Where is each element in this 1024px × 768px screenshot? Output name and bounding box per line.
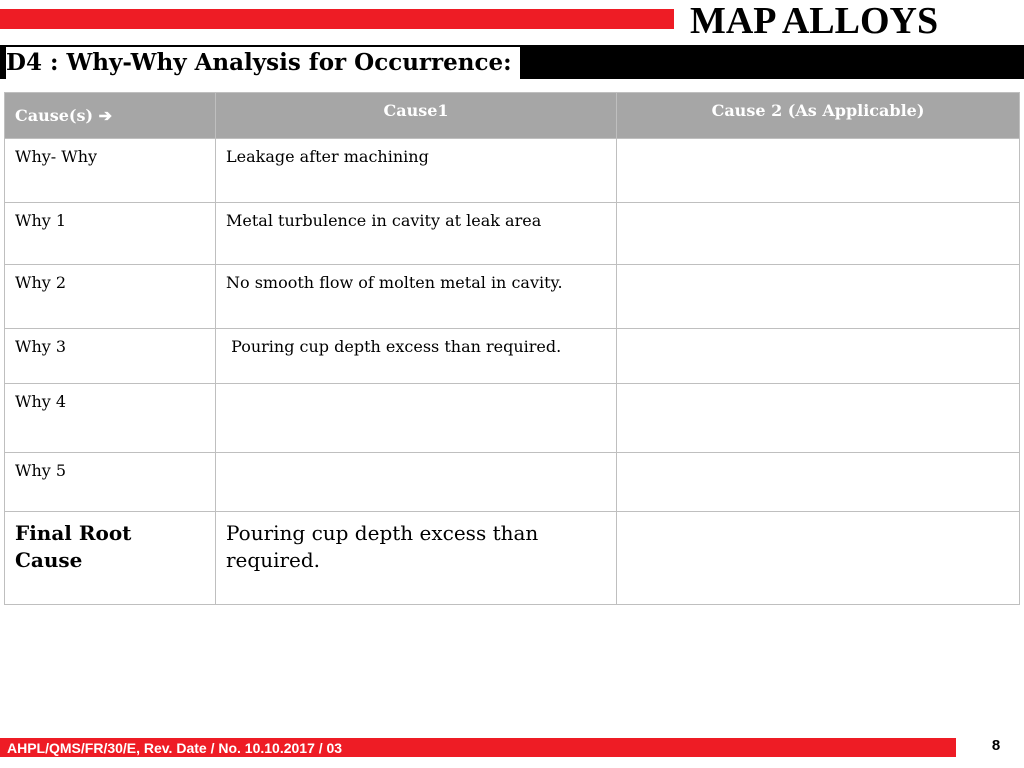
cause2-cell	[617, 139, 1020, 203]
final-root-cause-row	[5, 512, 1020, 605]
row-label: Final Root Cause	[5, 512, 216, 605]
table-row	[5, 384, 1020, 453]
cause1-cell: No smooth flow of molten metal in cavity.	[216, 265, 617, 329]
table-row	[5, 329, 1020, 384]
column-header-causes: Cause(s) ➔	[5, 93, 216, 139]
cause1-cell: Pouring cup depth excess than required.	[216, 329, 617, 384]
cause1-cell: Pouring cup depth excess than required.	[216, 512, 617, 605]
column-header-cause1: Cause1	[216, 93, 617, 139]
page-number: 8	[991, 737, 1001, 754]
cause1-cell	[216, 384, 617, 453]
cause2-cell	[617, 453, 1020, 512]
row-label: Why 2	[5, 265, 216, 329]
cause2-cell	[617, 203, 1020, 265]
row-label: Why 3	[5, 329, 216, 384]
row-label: Why 4	[5, 384, 216, 453]
cause1-cell: Metal turbulence in cavity at leak area	[216, 203, 617, 265]
cause1-cell	[216, 453, 617, 512]
row-label: Why- Why	[5, 139, 216, 203]
footer-doc-reference: AHPL/QMS/FR/30/E, Rev. Date / No. 10.10.2017 / 03	[7, 740, 343, 756]
cause1-cell: Leakage after machining	[216, 139, 617, 203]
table-row	[5, 139, 1020, 203]
table-row	[5, 265, 1020, 329]
row-label: Why 1	[5, 203, 216, 265]
top-accent-bar	[0, 9, 674, 29]
cause2-cell	[617, 329, 1020, 384]
row-label: Why 5	[5, 453, 216, 512]
table-row	[5, 203, 1020, 265]
table-header-row	[5, 93, 1020, 139]
table-row	[5, 453, 1020, 512]
column-header-cause2: Cause 2 (As Applicable)	[617, 93, 1020, 139]
brand-logo-text: MAP ALLOYS	[690, 0, 939, 42]
page-title: D4 : Why-Why Analysis for Occurrence:	[6, 47, 520, 79]
why-why-table	[4, 92, 1020, 605]
cause2-cell	[617, 384, 1020, 453]
cause2-cell	[617, 512, 1020, 605]
cause2-cell	[617, 265, 1020, 329]
